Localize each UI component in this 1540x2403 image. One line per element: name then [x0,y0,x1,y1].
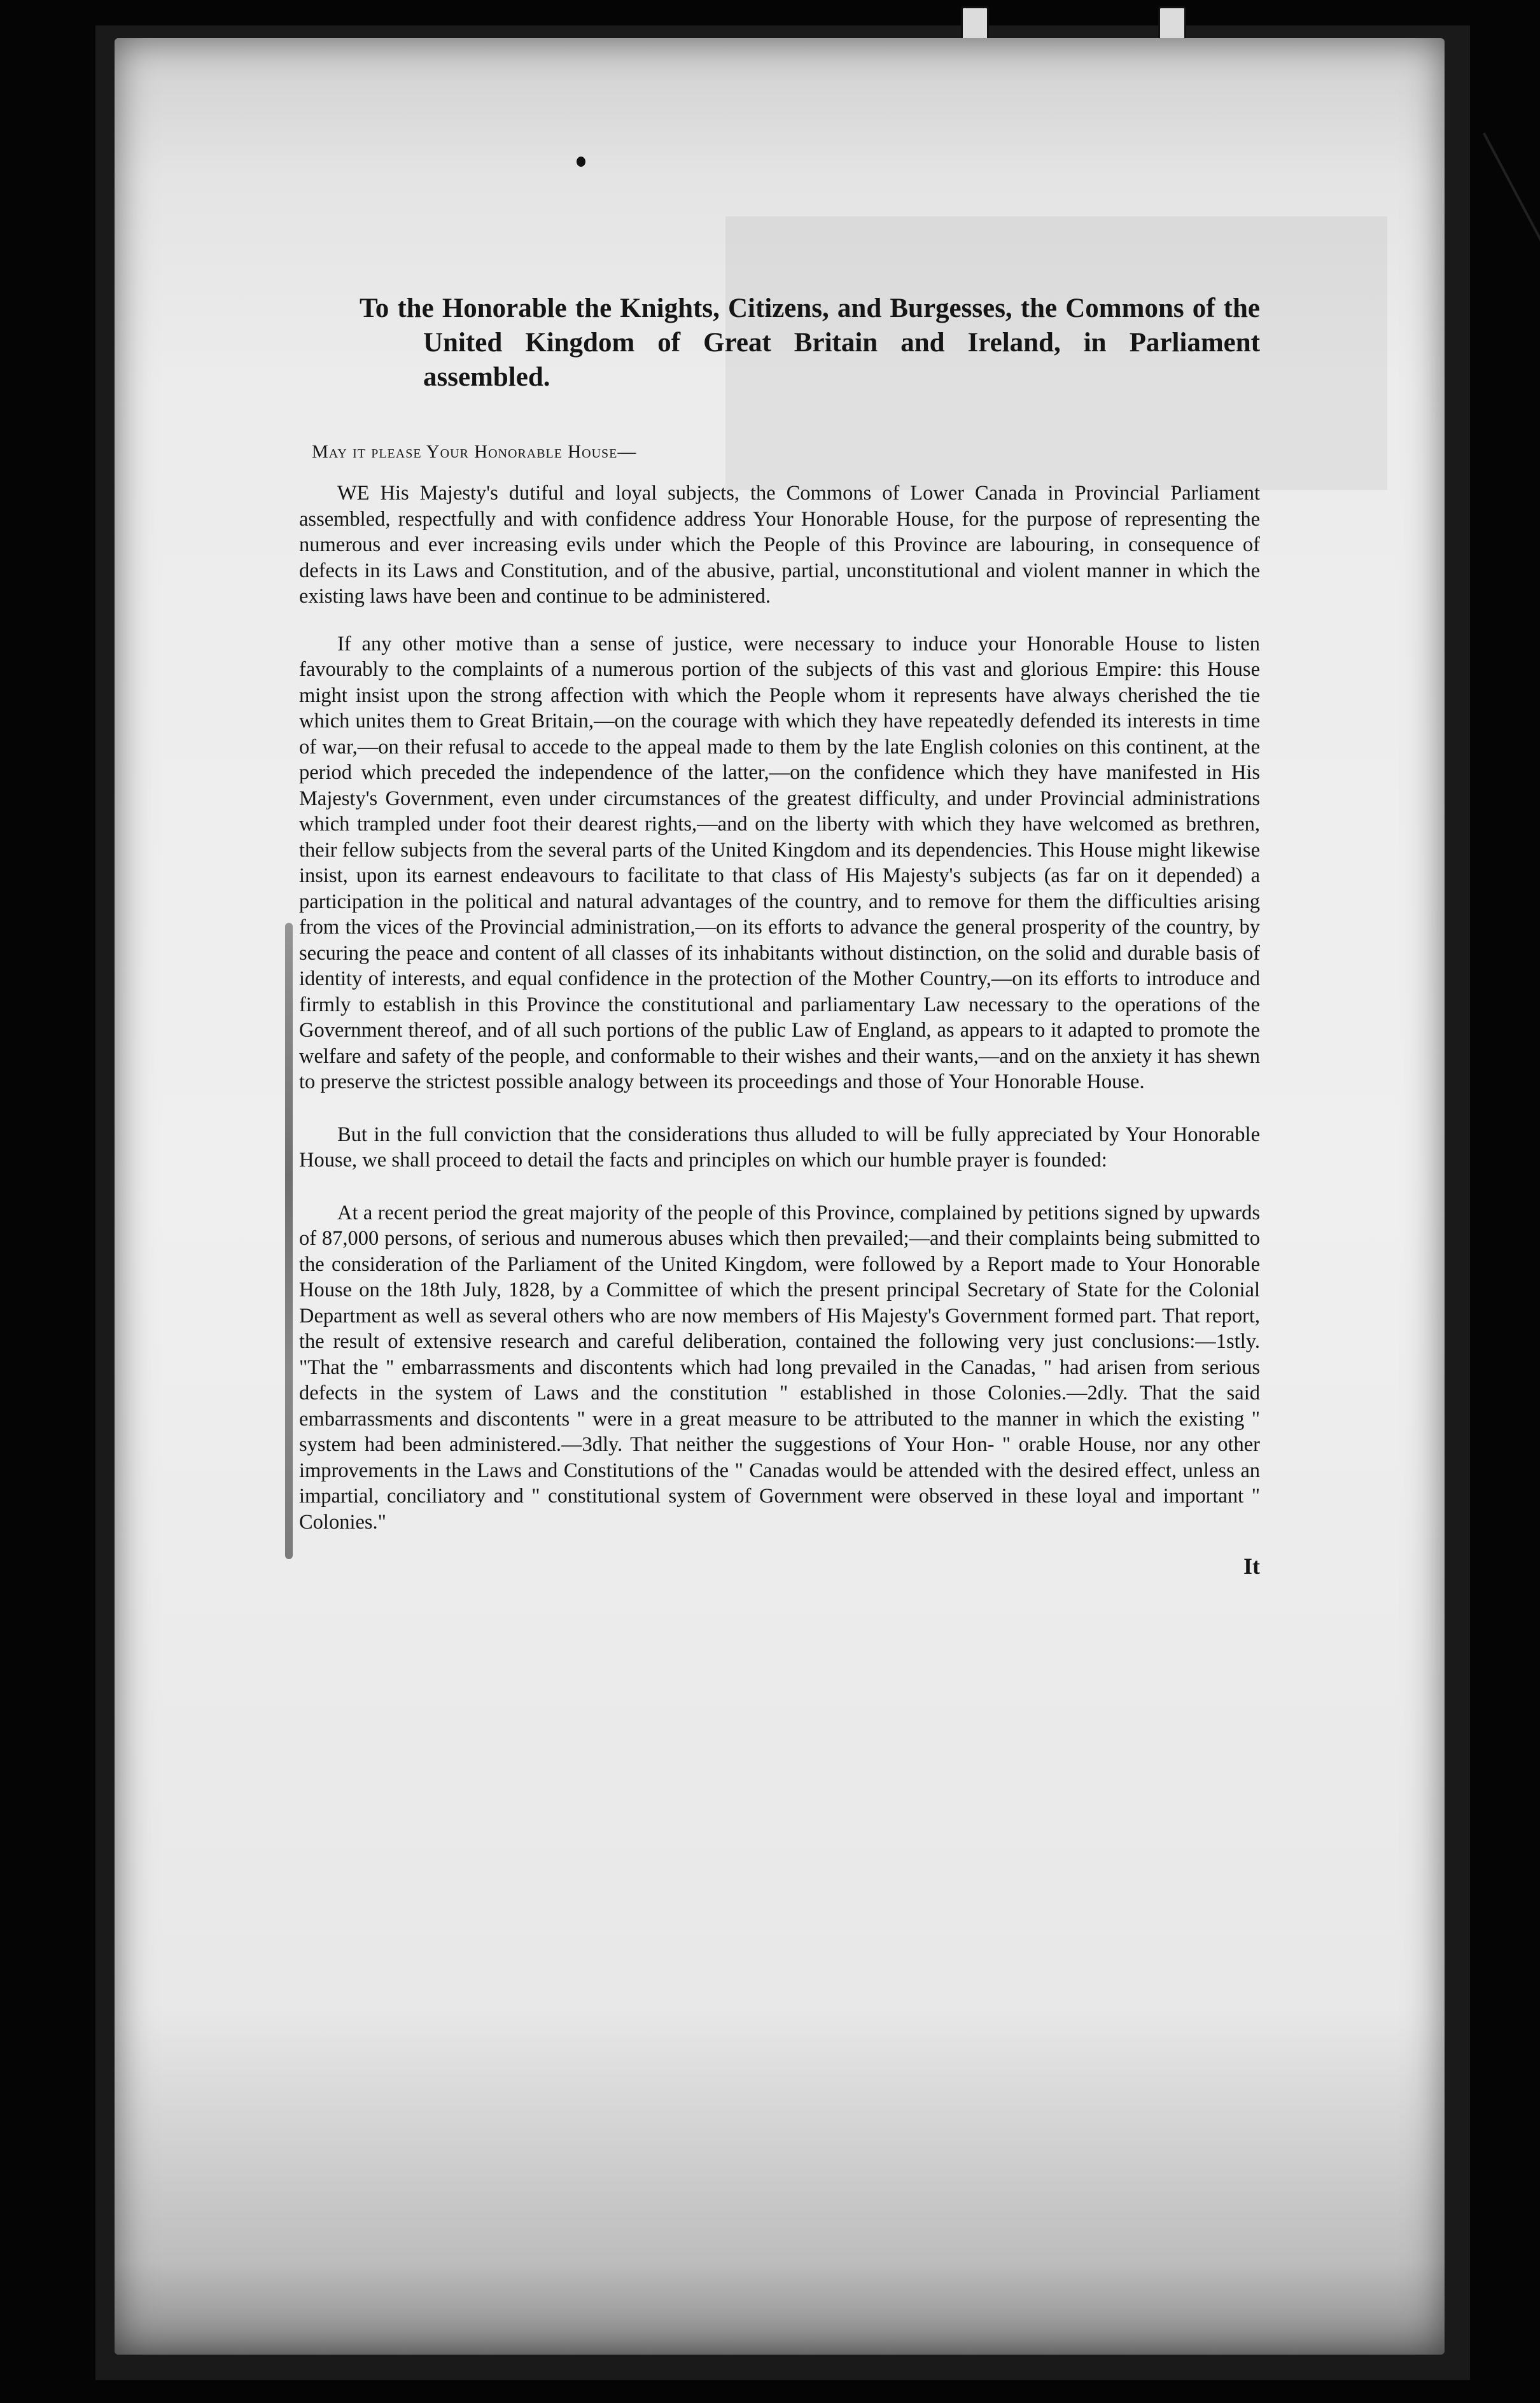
corner-fold [1483,132,1540,370]
paragraph-2: If any other motive than a sense of justice, were necessary to induce your Honorable House to listen favourably to the complaints of a numerous portion of the subjects of this vast and glorious Empire: this House might insist upon the strong affection with which the People whom it represents have always cherished the tie which unites them to Great Britain,—on the courage with which they have repeatedly defended its interests in time of war,—on their refusal to accede to the appeal made to them by the late English colonies on this continent, at the period which preceded the independence of the latter,—on the confidence which they have manifested in His Majesty's Government, even under circumstances of the greatest difficulty, and under Provincial administrations which trampled under foot their dearest rights,—and on the liberty with which they have welcomed as brethren, their fellow subjects from the several parts of the United Kingdom and its dependencies. This House might likewise insist, upon its earnest endeavours to facilitate to that class of His Majesty's subjects (as far on it depended) a participation in the political and natural advantages of the country, and to remove for them the difficulties arising from the vices of the Provincial administration,—on its efforts to advance the general prosperity of the country, by securing the peace and content of all classes of its inhabitants without distinction, on the solid and durable basis of identity of interests, and equal confidence in the protection of the Mother Country,—on its efforts to introduce and firmly to establish in this Province the constitutional and parliamentary Law necessary to the operations of the Government thereof, and of all such portions of the public Law of England, as appears to it adapted to promote the welfare and safety of the people, and conformable to their wishes and their wants,—and on the anxiety it has shewn to preserve the strictest possible analogy between its proceedings and those of Your Honorable House. [299,632,1260,1093]
ink-spot [577,157,585,167]
binding-stain [285,923,293,1559]
binding-tab-mark [961,6,989,41]
paragraph-3: But in the full conviction that the considerations thus alluded to will be fully appreciated by Your Honorable House, we shall proceed to detail the facts and principles on which our humble prayer is founded: [299,1123,1260,1172]
document-body [299,291,1260,1580]
petition-title: To the Honorable the Knights, Citizens, and Burgesses, the Commons of the United Kingdom of Great Britain and Ireland, in Parliament assembled. [360,293,1260,392]
salutation: May it please Your Honorable House— [312,442,637,462]
paragraph-1: WE His Majesty's dutiful and loyal subjects, the Commons of Lower Canada in Provincial Parliament assembled, respectfully and with confidence address Your Honorable House, for the purpose of representing the numerous and ever increasing evils under which the People of this Province are labouring, in consequence of defects in its Laws and Constitution, and of the abusive, partial, unconstitutional and violent manner in which the existing laws have been and continue to be administered. [299,482,1260,608]
paragraph-4: At a recent period the great majority of the people of this Province, complained by petitions signed by upwards of 87,000 persons, of serious and numerous abuses which then prevailed;—and their complaints being submitted to the consideration of the Parliament of the United Kingdom, were followed by a Report made to Your Honorable House on the 18th July, 1828, by a Committee of which the present principal Secretary of State for the Colonial Department as well as several others who are now members of His Majesty's Government formed part. That report, the result of extensive research and careful deliberation, contained the following very just conclusions:—1stly. "That the " embarrassments and discontents which had long prevailed in the Canadas, " had arisen from serious defects in the system of Laws and the constitution " established in those Colonies.—2dly. That the said embarrassments and discontents " were in a great measure to be attributed to the manner in which the existing " system had been administered.—3dly. That neither the suggestions of Your Hon- " orable House, nor any other improvements in the Laws and Constitutions of the " Canadas would be attended with the desired effect, unless an impartial, conciliatory and " constitutional system of Government were observed in these loyal and important " Colonies." [299,1201,1260,1534]
catchword: It [1243,1553,1260,1579]
binding-tab-mark [1158,6,1186,41]
